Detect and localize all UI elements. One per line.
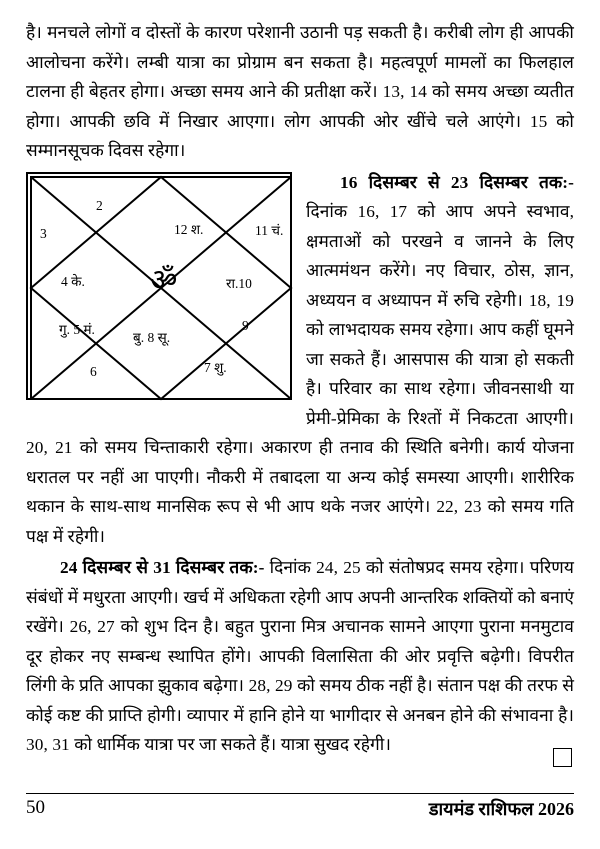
section-1-heading: 16 दिसम्बर से 23 दिसम्बर तक:- xyxy=(340,172,574,192)
house-label-6: गु. 5 मं. xyxy=(59,321,95,337)
page-number: 50 xyxy=(26,797,45,818)
house-label-7: 6 xyxy=(90,363,97,379)
paragraph-top: है। मनचले लोगों व दोस्तों के कारण परेशानी उठानी पड़ सकती है। करीबी लोग ही आपकी आलोचना करेंगे। लम्बी यात्रा का प्रोग्राम बन सकता है। महत्वपूर्ण मामलों का फिलहाल टालना ही बेहतर होगा। अच्छा समय आने की प्रतीक्षा करें। 13, 14 को समय अच्छा व्यतीत होगा। आपकी छवि में निखार आएगा। लोग आपकी ओर खींचे चले आएंगे। 15 को सम्मानसूचक दिवस रहेगा। xyxy=(26,23,574,160)
book-title: डायमंड राशिफल 2026 xyxy=(428,799,574,819)
house-label-12: 11 चं. xyxy=(255,222,284,238)
house-label-11: रा.10 xyxy=(226,275,252,291)
section-2-text: दिनांक 24, 25 को संतोषप्रद समय रहेगा। परिणय संबंधों में मधुरता आएगी। खर्च में अधिकता रहेगी आप अपनी आन्तरिक शक्तियों को बनाएं रखेंगे। 26, 27 को शुभ दिन है। बहुत पुराना मित्र अचानक सामने आएगा पुराना मनमुटाव दूर होकर नए सम्बन्ध स्थापित होंगे। आपकी विलासिता की ओर प्रवृत्ति बढ़ेगी। विपरीत लिंगी के प्रति आपका झुकाव बढ़ेगा। 28, 29 को समय ठीक नहीं है। संतान पक्ष की तरफ से कोई कष्ट की प्राप्ति होगी। व्यापार में हानि होने या भागीदार से अनबन होने की संभावना है। 30, 31 को धार्मिक यात्रा पर जा सकते हैं। यात्रा सुखद रहेगी। xyxy=(26,558,574,754)
house-label-10: 9 xyxy=(242,317,249,333)
section-2-heading: 24 दिसम्बर से 31 दिसम्बर तक:- xyxy=(60,558,265,577)
section-1-text: दिनांक 16, 17 को आप अपने स्वभाव, क्षमताओं को परखने व जानने के लिए आत्ममंथन करेंगे। नए विचार, ठोस, ज्ञान, अध्ययन व अध्यापन में रुचि रहेगी। 18, 19 को लाभदायक समय रहेगा। आप कहीं घूमने जा सकते हैं। आसपास की यात्रा हो सकती है। परिवार का साथ रहेगा। जीवनसाथी या प्रेमी-प्रेमिका के रिश्तों में निकटता आएगी। 20, 21 को समय चिन्ताकारी रहेगा। अकारण ही तनाव की स्थिति बनेगी। कार्य योजना धरातल पर नहीं आ पाएगी। नौकरी में तबादला या अन्य कोई समस्या आएगी। शारीरिक थकान के साथ-साथ मानसिक रूप से भी आप थके नजर आएंगे। 22, 23 को समय गति पक्ष में रहेगी। xyxy=(26,202,574,546)
kundli-chart xyxy=(26,172,292,400)
kundli-chart-wrapper xyxy=(26,172,294,404)
house-label-8: बु. 8 सू. xyxy=(133,329,171,345)
house-label-4: 3 xyxy=(40,225,47,241)
footer-divider xyxy=(26,793,574,794)
paragraph-section-2 xyxy=(26,553,574,760)
house-label-2: 2 xyxy=(96,197,103,213)
house-label-9: 7 शु. xyxy=(204,359,227,375)
chart-and-text-block xyxy=(26,168,574,554)
page-footer xyxy=(0,785,600,831)
house-label-1: 12 श. xyxy=(174,221,204,237)
end-of-section-marker xyxy=(553,748,572,767)
om-symbol: ॐ xyxy=(150,263,178,297)
house-label-5: 4 के. xyxy=(61,273,85,289)
